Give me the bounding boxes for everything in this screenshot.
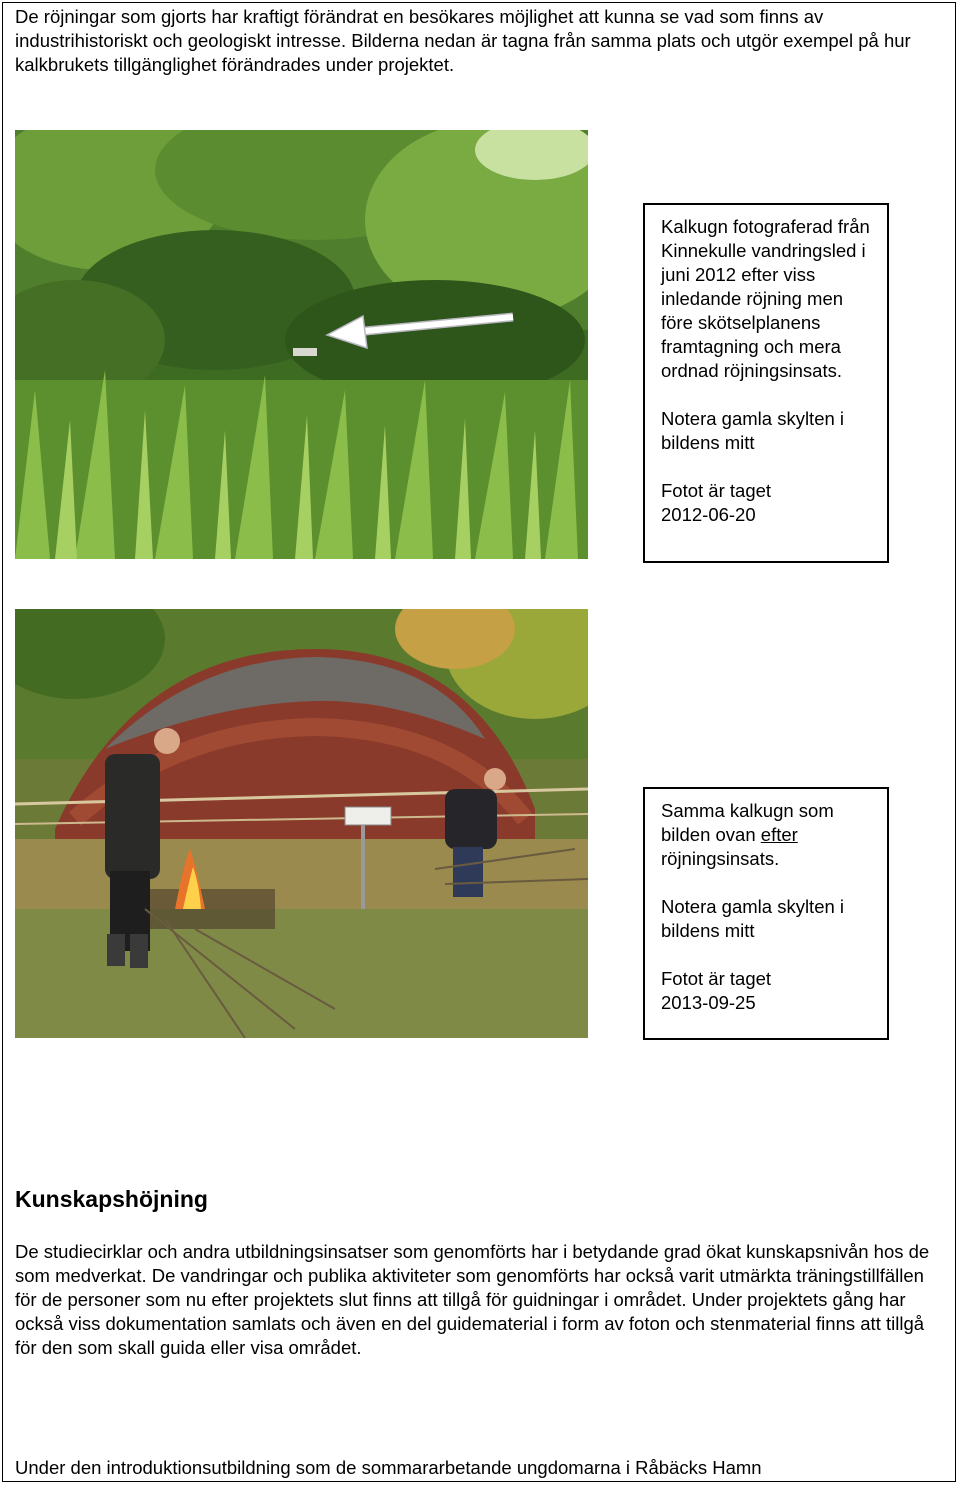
caption-box-photo1 — [643, 203, 889, 563]
section-heading: Kunskapshöjning — [15, 1186, 208, 1212]
caption-box-photo2 — [643, 787, 889, 1040]
intro-paragraph: De röjningar som gjorts har kraftigt förändrat en besökares möjlighet att kunna se vad som finns av industrihistoriskt och geologiskt intresse. Bilderna nedan är tagna från samma plats och utgör exempel på hur kalkbrukets tillgänglighet förändrades under projektet. — [15, 6, 911, 75]
caption-date: Fotot är taget 2012-06-20 — [661, 480, 772, 525]
caption-note: Notera gamla skylten i bildens mitt — [661, 408, 845, 453]
photo-cleared-kiln — [15, 609, 588, 1038]
continued-paragraph: Under den introduktionsutbildning som de sommararbetande ungdomarna i Råbäcks Hamn — [15, 1457, 762, 1478]
caption-text: Kalkugn fotograferad från Kinnekulle vandringsled i juni 2012 efter viss inledande röjning men före skötselplanens framtagning och mera ordnad röjningsinsats. — [661, 216, 870, 381]
caption-text: Samma kalkugn som bilden ovan efter röjningsinsats. — [661, 800, 834, 869]
caption-note: Notera gamla skylten i bildens mitt — [661, 896, 845, 941]
section-body: De studiecirklar och andra utbildningsinsatser som genomförts har i betydande grad ökat kunskapsnivån hos de som medverkat. De vandringar och publika aktiviteter som genomförts har också varit utmärkta träningstillfällen för de personer som nu efter projektets slut finns att tillgå för guidningar i området. Under projektets gång har också viss dokumentation samlats och även en del guidematerial i form av foton och stenmaterial finns att tillgå för den som skall guida eller visa området. — [15, 1241, 930, 1358]
caption-date: Fotot är taget 2013-09-25 — [661, 968, 772, 1013]
photo-overgrown-kiln — [15, 130, 588, 559]
underlined-word: efter — [760, 824, 798, 845]
